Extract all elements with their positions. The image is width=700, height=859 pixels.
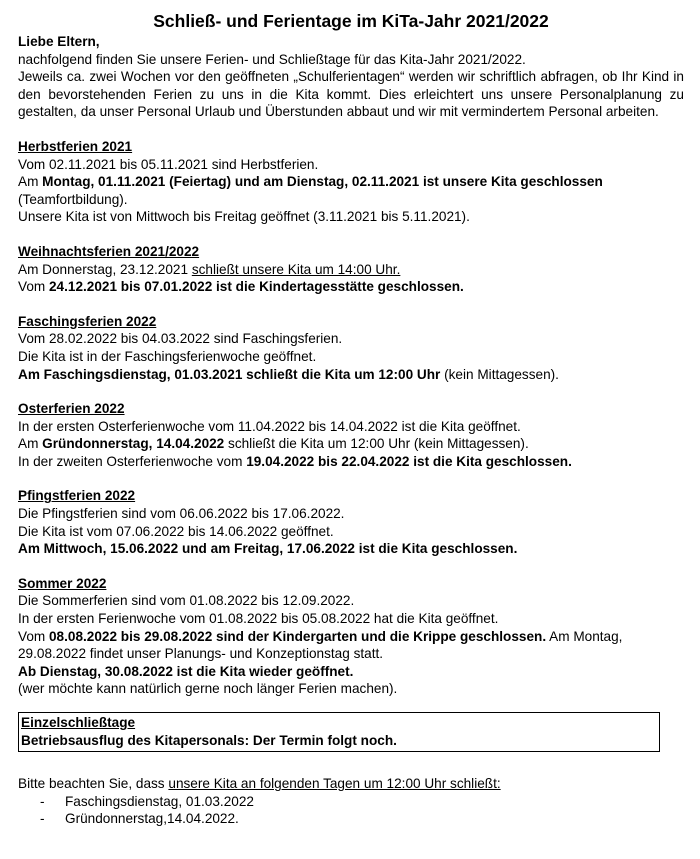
text-line: [18, 453, 684, 471]
closing-days-list: [18, 793, 684, 828]
text-line: [18, 261, 684, 279]
text-run: Vom: [18, 279, 49, 295]
text-line: [18, 628, 684, 663]
dash-bullet: -: [40, 793, 45, 809]
list-item-text: Gründonnerstag,14.04.2022.: [65, 811, 239, 827]
text-line: [18, 663, 684, 681]
intro-paragraph: Jeweils ca. zwei Wochen vor den geöffneten „Schulferientagen“ werden wir schriftlich abfragen, ob Ihr Kind in den bevorstehenden Ferien zu uns in die Kita kommt. Dies erleichtert uns unsere Personalplanung zu gestalten, da unser Personal Urlaub und Überstunden abbaut und wir mit vermindertem Personal arbeiten.: [18, 69, 684, 120]
bold-text: Am Mittwoch, 15.06.2022 und am Freitag, 17.06.2022 ist die Kita geschlossen.: [18, 541, 518, 557]
text-line: [18, 775, 684, 793]
bold-text: Ab Dienstag, 30.08.2022 ist die Kita wieder geöffnet.: [18, 663, 354, 679]
section-pfingstferien: [18, 487, 684, 557]
text-line: In der ersten Osterferienwoche vom 11.04.2022 bis 14.04.2022 ist die Kita geöffnet.: [18, 418, 521, 434]
bold-text: Betriebsausflug des Kitapersonals: Der Termin folgt noch.: [21, 732, 397, 748]
section-heading: Einzelschließtage: [21, 715, 136, 730]
bold-text: 08.08.2022 bis 29.08.2022 sind der Kindergarten und die Krippe geschlossen.: [48, 628, 547, 644]
text-run: (Teamfortbildung).: [18, 191, 128, 207]
text-line: [18, 278, 684, 296]
text-run: Bitte beachten Sie, dass: [18, 776, 169, 792]
bold-text: 24.12.2021 bis 07.01.2022 ist die Kindertagesstätte geschlossen.: [48, 279, 464, 295]
text-line: In der ersten Ferienwoche vom 01.08.2022 bis 05.08.2022 hat die Kita geöffnet.: [18, 611, 499, 627]
einzelschliesstage-box: [18, 712, 660, 752]
section-heading: Pfingstferien 2022: [18, 488, 136, 504]
text-run: Am Montag, 29.08.2022 findet unser Planungs- und Konzeptionstag statt.: [18, 628, 623, 662]
list-item: [40, 793, 684, 811]
text-line: [18, 366, 684, 384]
text-run: (kein Mittagessen).: [440, 366, 559, 382]
text-line: Die Pfingstferien sind vom 06.06.2022 bis 17.06.2022.: [18, 506, 345, 522]
intro-line-1: nachfolgend finden Sie unsere Ferien- und Schließtage für das Kita-Jahr 2021/2022.: [18, 51, 526, 67]
underlined-text: schließt unsere Kita um 14:00 Uhr.: [191, 261, 401, 277]
section-weihnachtsferien: [18, 243, 684, 296]
list-item: [40, 810, 684, 828]
text-line: Die Sommerferien sind vom 01.08.2022 bis 12.09.2022.: [18, 593, 355, 609]
text-run: Am: [18, 174, 43, 190]
greeting: Liebe Eltern,: [18, 34, 100, 49]
text-run: schließt die Kita um 12:00 Uhr (kein Mittagessen).: [224, 436, 529, 452]
section-herbstferien: [18, 138, 684, 226]
text-line: Vom 02.11.2021 bis 05.11.2021 sind Herbstferien.: [18, 156, 319, 172]
text-line: Vom 28.02.2022 bis 04.03.2022 sind Faschingsferien.: [18, 331, 343, 347]
section-heading: Sommer 2022: [18, 575, 107, 591]
text-line: [18, 173, 684, 208]
text-line: Die Kita ist vom 07.06.2022 bis 14.06.2022 geöffnet.: [18, 523, 334, 539]
closing-notice: [18, 775, 684, 828]
text-line: [18, 540, 684, 558]
dash-bullet: -: [40, 811, 45, 827]
section-heading: Faschingsferien 2022: [18, 313, 157, 329]
text-run: Vom: [18, 628, 49, 644]
text-line: [18, 435, 684, 453]
section-faschingsferien: [18, 313, 684, 383]
text-run: Am: [18, 436, 43, 452]
text-line: Unsere Kita ist von Mittwoch bis Freitag geöffnet (3.11.2021 bis 5.11.2021).: [18, 209, 470, 225]
section-sommer: [18, 575, 684, 698]
bold-text: Am Faschingsdienstag, 01.03.2021 schließt die Kita um 12:00 Uhr: [18, 366, 441, 382]
bold-text: 19.04.2022 bis 22.04.2022 ist die Kita geschlossen.: [246, 453, 572, 469]
underlined-text: unsere Kita an folgenden Tagen um 12:00 Uhr schließt:: [168, 776, 501, 792]
text-run: In der zweiten Osterferienwoche vom: [18, 453, 247, 469]
text-line: Die Kita ist in der Faschingsferienwoche geöffnet.: [18, 348, 317, 364]
text-line: [21, 732, 655, 750]
list-item-text: Faschingsdienstag, 01.03.2022: [65, 793, 254, 809]
text-line: (wer möchte kann natürlich gerne noch länger Ferien machen).: [18, 681, 398, 697]
section-heading: Weihnachtsferien 2021/2022: [18, 243, 200, 259]
bold-text: Montag, 01.11.2021 (Feiertag) und am Dienstag, 02.11.2021 ist unsere Kita geschlossen: [42, 174, 603, 190]
section-osterferien: [18, 400, 684, 470]
bold-text: Gründonnerstag, 14.04.2022: [42, 436, 225, 452]
section-heading: Herbstferien 2021: [18, 138, 133, 154]
document-title: Schließ- und Ferientage im KiTa-Jahr 2021/2022: [153, 11, 549, 31]
section-heading: Osterferien 2022: [18, 401, 125, 417]
text-run: Am Donnerstag, 23.12.2021: [18, 261, 192, 277]
